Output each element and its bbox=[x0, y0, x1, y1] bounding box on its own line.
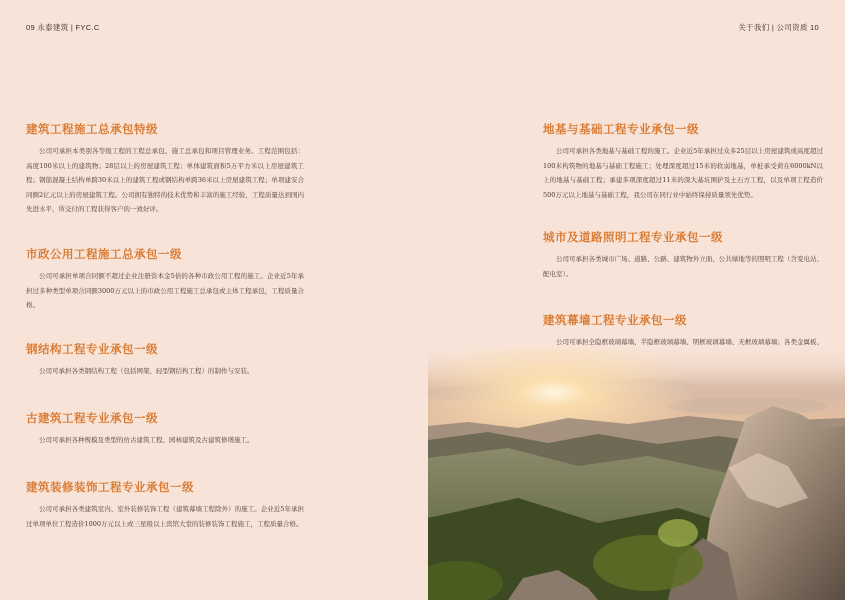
section-body: 公司可承担本类别各等级工程的工程总承包、施工总承包和项目管理业务。工程范围包括：高度100米以上的建筑物；28层以上的房屋建筑工程；单体建筑面积5万平方米以上房屋建筑工程；钢筋混凝土结构单跨30米以上的建筑工程或钢结构单跨36米以上房屋建筑工程；单项建安合同额2亿元以上的房屋建筑工程。公司拥有独特的技术优势和丰富的施工经验，工程质量达到国内先进水平，所交付的工程获得客户的一致好评。 bbox=[26, 147, 304, 213]
section-title: 建筑装修装饰工程专业承包一级 bbox=[26, 480, 194, 494]
section-body: 公司可承担单项合同额不超过企业注册资本金5倍的各种市政公用工程的施工。企业近5年承担过多种类型单项合同额3000万元以上的市政公用工程施工总承包或主体工程承包，工程质量合格。 bbox=[26, 272, 304, 309]
section-decoration bbox=[26, 479, 304, 531]
mountain-landscape-photo bbox=[428, 348, 845, 600]
section-body: 公司可承担各类地基与基础工程的施工。企业近5年承担过众多25层以上房屋建筑或高度超过100米构筑物的地基与基础工程施工；处理深度超过15米的软弱地基，单桩承受荷在6000kN以上的地基与基础工程；承建多项深度超过11米的深大基坑围护及土石方工程，以及单项工程造价500万元以上地基与基础工程，我公司在同行业中始终保持质量领先优势。 bbox=[543, 147, 823, 199]
section-body: 公司可承担各类钢结构工程（包括网架、轻型钢结构工程）的制作与安装。 bbox=[39, 367, 254, 375]
page-header-left: 09 永泰建筑 | FYC.C bbox=[26, 23, 100, 32]
section-municipal-works bbox=[26, 246, 304, 313]
section-lighting bbox=[543, 229, 823, 281]
section-foundation bbox=[543, 121, 823, 202]
section-body: 公司可承担各种规模及类型的仿古建筑工程、园林建筑及古建筑修缮施工。 bbox=[39, 436, 254, 444]
section-title: 城市及道路照明工程专业承包一级 bbox=[543, 230, 723, 244]
section-title: 建筑幕墙工程专业承包一级 bbox=[543, 313, 687, 327]
section-title: 古建筑工程专业承包一级 bbox=[26, 411, 158, 425]
section-body: 公司可承担各类城市广场、道路、公路、建筑物外立面、公共绿地等的照明工程（含变电站、配电室）。 bbox=[543, 255, 823, 278]
section-title: 建筑工程施工总承包特级 bbox=[26, 122, 158, 136]
section-ancient-building bbox=[26, 410, 304, 448]
section-title: 钢结构工程专业承包一级 bbox=[26, 342, 158, 356]
page-header-right: 关于我们 | 公司资质 10 bbox=[738, 23, 819, 32]
section-body: 公司可承担各类建筑室内、室外装修装饰工程（建筑幕墙工程除外）的施工。企业近5年承担过单项单位工程造价1000万元以上或三星级以上宾馆大堂的装修装饰工程施工，工程质量合格。 bbox=[26, 505, 304, 528]
section-body: 公司可承担全隐框玻璃幕墙、半隐框玻璃幕墙、明框玻璃幕墙、无框玻璃幕墙；各类金属板、 bbox=[556, 338, 823, 346]
section-title: 市政公用工程施工总承包一级 bbox=[26, 247, 182, 261]
section-title: 地基与基础工程专业承包一级 bbox=[543, 122, 699, 136]
section-building-construction bbox=[26, 121, 304, 217]
section-steel-structure bbox=[26, 341, 304, 379]
